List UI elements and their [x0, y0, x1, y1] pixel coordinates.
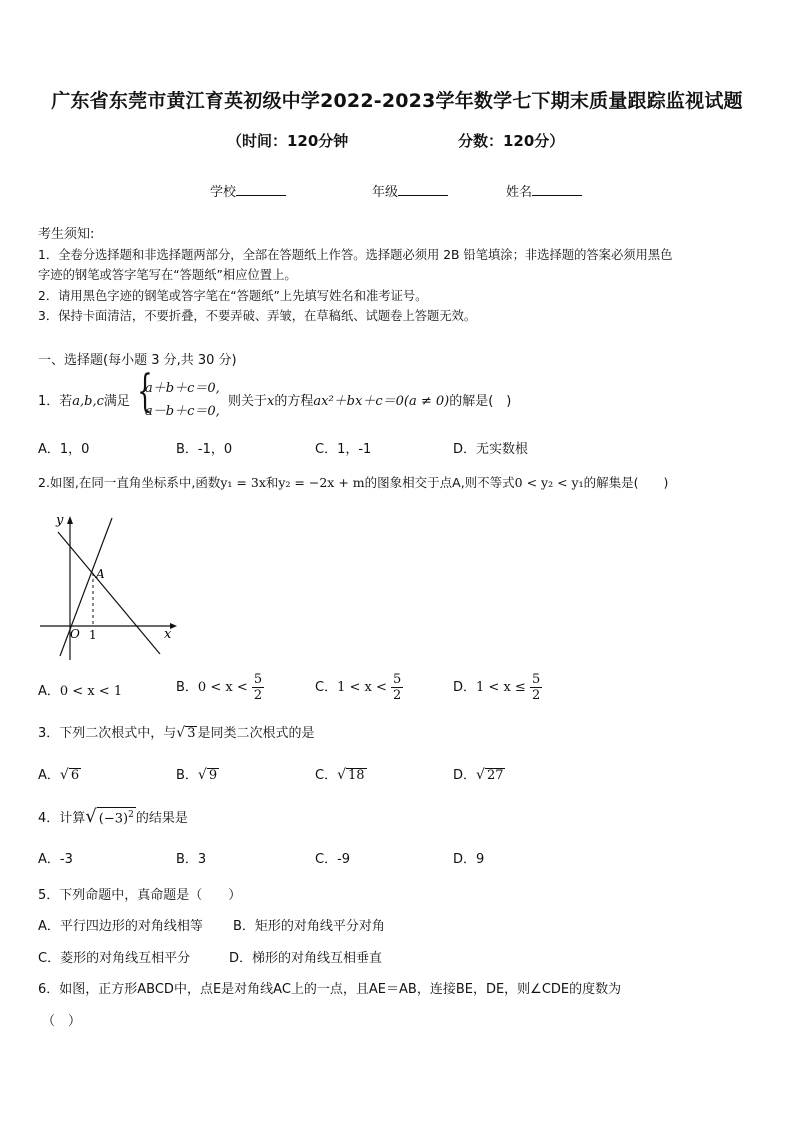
q3-text-a: 3．下列二次根式中，与 [38, 726, 177, 741]
grade-field [372, 181, 448, 200]
q5-option-d[interactable]: D．梯形的对角线互相垂直 [229, 951, 383, 966]
q6-text: 6．如图，正方形ABCD中，点E是对角线AC上的一点，且AE＝AB，连接BE，DE，则∠CDE的度数为 [38, 982, 622, 997]
q3-option-b-label: B． [176, 768, 198, 783]
q4-option-c[interactable]: C．-9 [315, 852, 351, 867]
notice-item-1: 1．全卷分选择题和非选择题两部分，全部在答题纸上作答。选择题必须用 2B 铅笔填涂；非选择题的答案必须用黑色 [38, 248, 673, 262]
school-label: 学校 [210, 185, 237, 200]
q2-text-b: 的图象相交于点A,则不等式 [364, 475, 515, 490]
q1-option-d[interactable]: D．无实数根 [453, 442, 529, 457]
q6-paren: （ ） [42, 1014, 82, 1029]
q2-option-a[interactable] [38, 680, 122, 699]
q3-option-a-label: A． [38, 768, 60, 783]
q4-text [38, 806, 188, 827]
q1-end: 的解是( ) [449, 394, 512, 409]
q3-option-a-rad: 6 [70, 768, 80, 783]
q4-rad [97, 807, 136, 826]
q2-option-d-frac [530, 672, 542, 703]
q2-y2: y₂ = −2x + m [278, 475, 365, 490]
q2-figure [36, 508, 181, 663]
q1-then: 则关于 [228, 394, 268, 409]
q3-text [38, 722, 315, 741]
q4-option-b[interactable]: B．3 [176, 852, 207, 867]
q3-option-b[interactable] [176, 764, 219, 783]
fig-one-label: 1 [89, 628, 97, 642]
q2-option-b-num: 5 [253, 672, 263, 687]
q3-option-d[interactable] [453, 764, 505, 783]
q1-brace: { [137, 366, 153, 417]
q2-option-c-num: 5 [393, 672, 402, 687]
q2-option-d-den: 2 [531, 688, 541, 703]
q3-text-b: 是同类二次根式的是 [197, 726, 315, 741]
q2-option-b[interactable] [176, 672, 264, 703]
q5-option-c[interactable]: C．菱形的对角线互相平分 [38, 951, 191, 966]
q1-rest [228, 390, 511, 409]
grade-blank [398, 183, 448, 196]
q2-text [38, 473, 668, 491]
q2-option-b-label: B． [176, 680, 198, 695]
fig-o-label: O [70, 627, 80, 641]
q1-prefix [38, 390, 130, 409]
q5-option-a[interactable]: A．平行四边形的对角线相等 [38, 919, 203, 934]
q1-option-a[interactable]: A．1，0 [38, 442, 90, 457]
notice-heading: 考生须知: [38, 227, 95, 242]
school-blank [236, 183, 286, 196]
q2-text-c: 的解集是( ) [583, 475, 669, 490]
q4-option-d[interactable]: D．9 [453, 852, 485, 867]
fig-y-label: y [56, 513, 64, 528]
q2-option-a-label: A． [38, 684, 60, 699]
exam-title: 广东省东莞市黄江育英初级中学2022-2023学年数学七下期末质量跟踪监视试题 [51, 90, 743, 112]
exam-score: 分数：120分） [458, 132, 565, 150]
notice-item-1-cont: 字迹的钢笔或答字笔写在“答题纸”相应位置上。 [38, 268, 297, 282]
fig-a-label: A [96, 567, 105, 581]
q1-x: x [267, 394, 275, 409]
q4-rad-base: (−3) [98, 811, 129, 826]
q3-rad: 3 [187, 726, 196, 741]
notice-item-3: 3．保持卡面清洁，不要折叠，不要弄破、弄皱，在草稿纸、试题卷上答题无效。 [38, 309, 477, 323]
q4-option-a[interactable]: A．-3 [38, 852, 73, 867]
q4-text-a: 4．计算 [38, 811, 86, 826]
q2-option-d-num: 5 [531, 672, 541, 687]
q1-eq1: a＋b＋c＝0, [145, 381, 220, 396]
q2-y1: y₁ = 3x [220, 475, 266, 490]
q4-rad-exp: 2 [128, 809, 134, 820]
radical-icon: √ [337, 767, 346, 783]
q5-text: 5．下列命题中，真命题是（ ） [38, 888, 242, 903]
q3-option-c[interactable] [315, 764, 367, 783]
grade-label: 年级 [372, 185, 399, 200]
notice-item-2: 2．请用黑色字迹的钢笔或答字笔在“答题纸”上先填写姓名和准考证号。 [38, 289, 428, 303]
section-heading: 一、选择题(每小题 3 分,共 30 分) [38, 353, 237, 368]
name-blank [532, 183, 582, 196]
q2-option-c-label: C． [315, 680, 338, 695]
q2-option-b-den: 2 [253, 688, 263, 703]
q1-prefix-text: 1．若 [38, 394, 73, 409]
q2-and: 和 [265, 475, 279, 490]
q2-option-d[interactable] [453, 672, 542, 703]
q2-ineq: 0 < y₂ < y₁ [514, 475, 584, 490]
q3-option-d-rad: 27 [486, 768, 504, 783]
radical-icon: √ [476, 767, 485, 783]
radical-icon: √ [197, 767, 207, 783]
name-field [506, 181, 582, 200]
q1-option-c[interactable]: C．1，-1 [315, 442, 372, 457]
name-label: 姓名 [506, 185, 533, 200]
radical-icon: √ [59, 767, 69, 783]
q4-radical-icon: √ [85, 806, 97, 827]
q3-option-b-rad: 9 [208, 768, 218, 783]
q2-option-c[interactable] [315, 672, 403, 703]
fig-x-label: x [164, 627, 172, 642]
q1-mid: 满足 [103, 394, 130, 409]
q2-option-b-expr: 0 < x < [197, 680, 248, 695]
exam-time: （时间：120分钟 [227, 132, 349, 150]
q2-option-d-label: D． [453, 680, 477, 695]
q2-option-c-den: 2 [393, 688, 402, 703]
q2-text-a: 2.如图,在同一直角坐标系中,函数 [38, 475, 221, 490]
q1-eq2: a－b＋c＝0, [145, 404, 220, 419]
q1-equation: ax²＋bx＋c＝0(a ≠ 0) [313, 394, 450, 409]
q4-text-b: 的结果是 [135, 811, 188, 826]
q1-option-b[interactable]: B．-1，0 [176, 442, 233, 457]
q2-option-c-expr: 1 < x < [337, 680, 387, 695]
q2-option-c-frac [391, 672, 403, 703]
q5-option-b[interactable]: B．矩形的对角线平分对角 [233, 919, 385, 934]
q2-option-b-frac [252, 672, 264, 703]
q3-option-c-rad: 18 [348, 768, 365, 783]
q1-of: 的方程 [274, 394, 314, 409]
q3-option-d-label: D． [453, 768, 477, 783]
q2-option-a-expr: 0 < x < 1 [59, 684, 123, 699]
school-field [210, 181, 286, 200]
q2-option-d-expr: 1 < x ≤ [476, 680, 526, 695]
q3-radical-icon: √ [176, 725, 186, 741]
q1-vars: a,b,c [72, 394, 104, 409]
y-axis-arrow [67, 516, 73, 524]
q3-option-a[interactable] [38, 764, 81, 783]
q3-option-c-label: C． [315, 768, 338, 783]
